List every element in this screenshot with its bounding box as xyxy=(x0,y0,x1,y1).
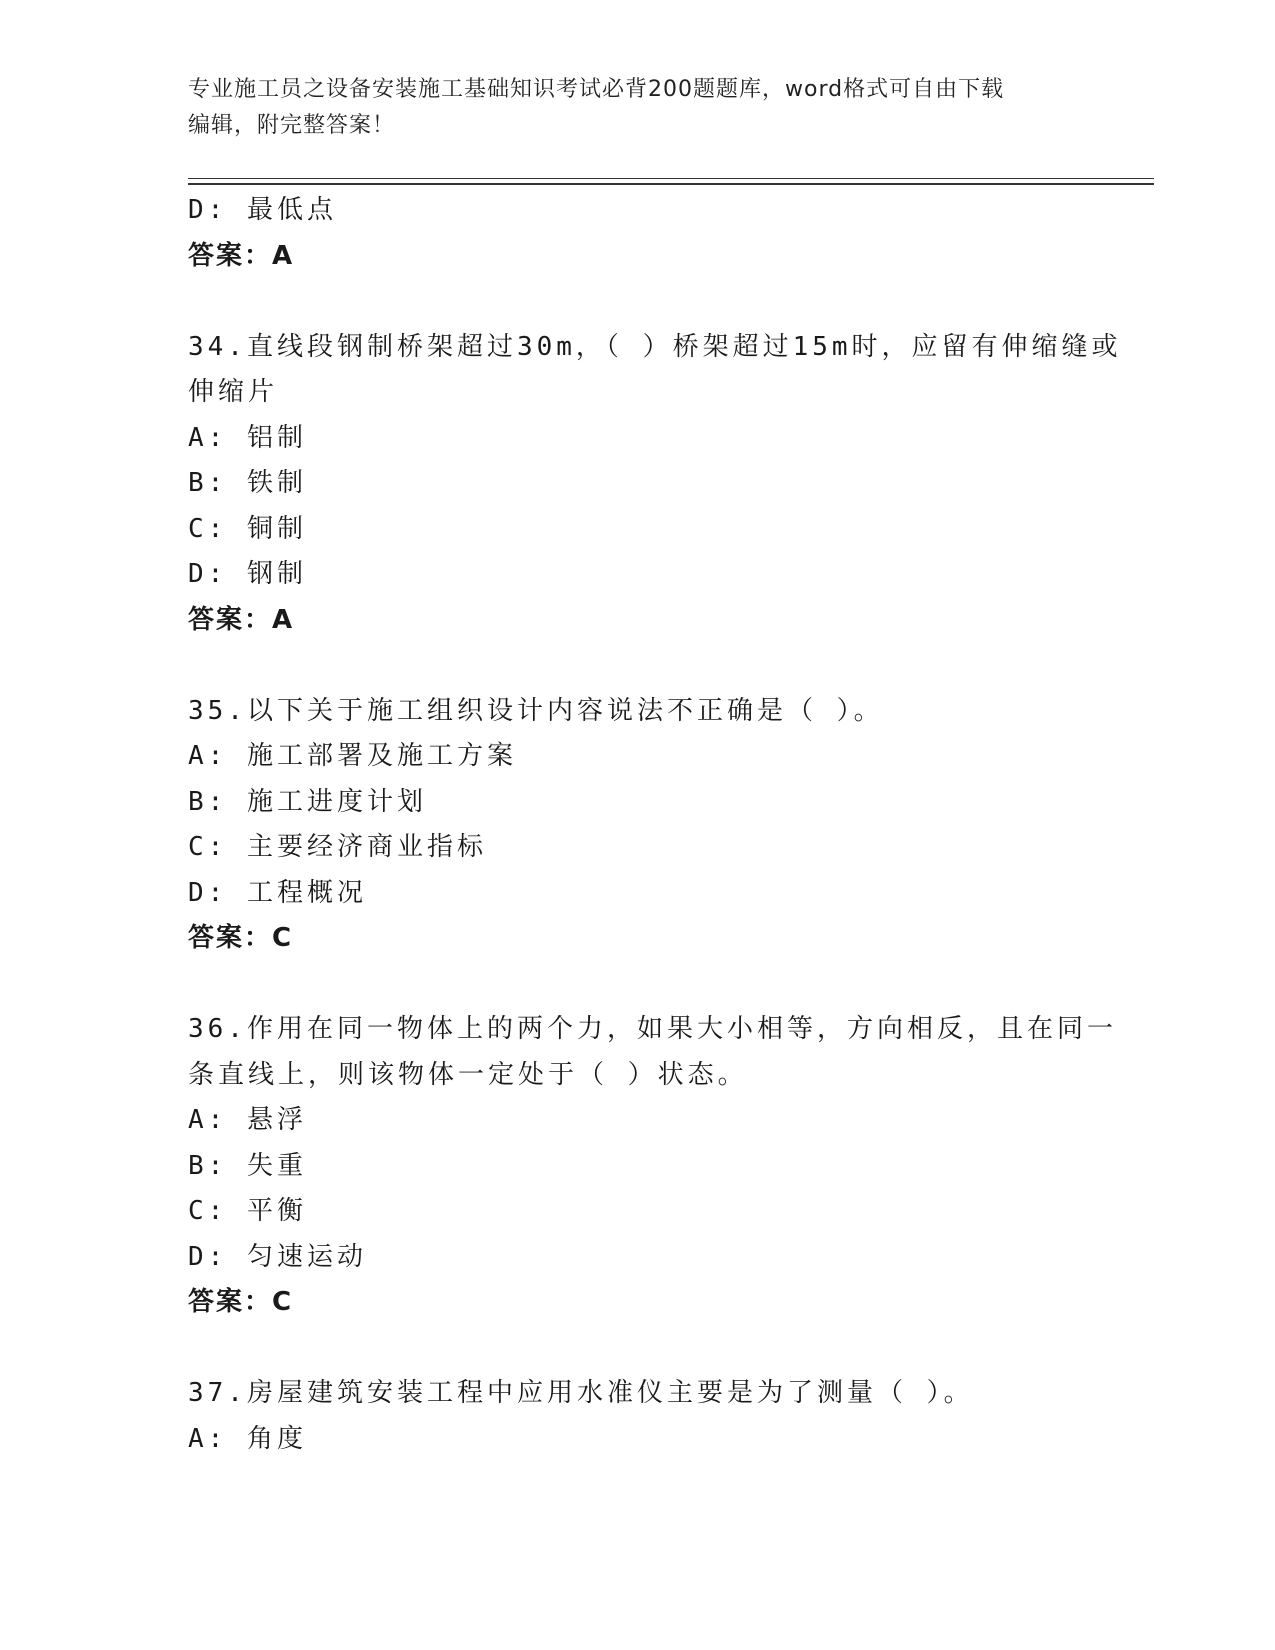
question-35-option-c: C: 主要经济商业指标 xyxy=(188,832,487,862)
question-34-stem-line2: 伸缩片 xyxy=(188,377,279,407)
question-35-stem-line1: 35.以下关于施工组织设计内容说法不正确是（ ）。 xyxy=(188,695,884,726)
question-34-option-a: A: 铝制 xyxy=(188,422,307,453)
question-35-option-d: D: 工程概况 xyxy=(188,877,367,908)
question-35-answer: 答案：C xyxy=(188,923,294,953)
header-divider-thin xyxy=(188,178,1154,179)
header-title-line2: 编辑，附完整答案！ xyxy=(188,113,396,138)
question-34-option-c: C: 铜制 xyxy=(188,513,307,544)
question-37-option-a: A: 角度 xyxy=(188,1423,307,1454)
question-36-option-d: D: 匀速运动 xyxy=(188,1241,367,1272)
spacer xyxy=(188,962,1088,1008)
question-34-option-b: B: 铁制 xyxy=(188,468,307,498)
spacer xyxy=(188,1326,1088,1372)
question-34-stem-line1: 34.直线段钢制桥架超过30m，（ ）桥架超过15m时，应留有伸缩缝或 xyxy=(188,331,1122,362)
header-divider-thick xyxy=(188,183,1154,185)
question-36-option-a: A: 悬浮 xyxy=(188,1105,307,1135)
question-34-answer: 答案：A xyxy=(188,604,295,635)
answer-line: 答案：A xyxy=(188,240,295,271)
question-36-stem-line1: 36.作用在同一物体上的两个力，如果大小相等，方向相反，且在同一 xyxy=(188,1014,1117,1044)
spacer xyxy=(188,643,1088,689)
question-35-option-b: B: 施工进度计划 xyxy=(188,786,427,817)
question-35-option-a: A: 施工部署及施工方案 xyxy=(188,741,517,771)
question-36-answer: 答案：C xyxy=(188,1287,294,1317)
document-header xyxy=(188,72,1068,144)
header-title-line1: 专业施工员之设备安装施工基础知识考试必背200题题库，word格式可自由下载 xyxy=(188,77,1005,102)
question-36-option-b: B: 失重 xyxy=(188,1150,307,1181)
spacer xyxy=(188,279,1088,325)
document-body xyxy=(188,188,1122,1462)
option-d: D: 最低点 xyxy=(188,195,337,225)
question-37-stem-line1: 37.房屋建筑安装工程中应用水准仪主要是为了测量（ ）。 xyxy=(188,1378,974,1408)
question-36-stem-line2: 条直线上，则该物体一定处于（ ）状态。 xyxy=(188,1059,748,1090)
question-34-option-d: D: 钢制 xyxy=(188,559,307,589)
question-36-option-c: C: 平衡 xyxy=(188,1196,307,1226)
